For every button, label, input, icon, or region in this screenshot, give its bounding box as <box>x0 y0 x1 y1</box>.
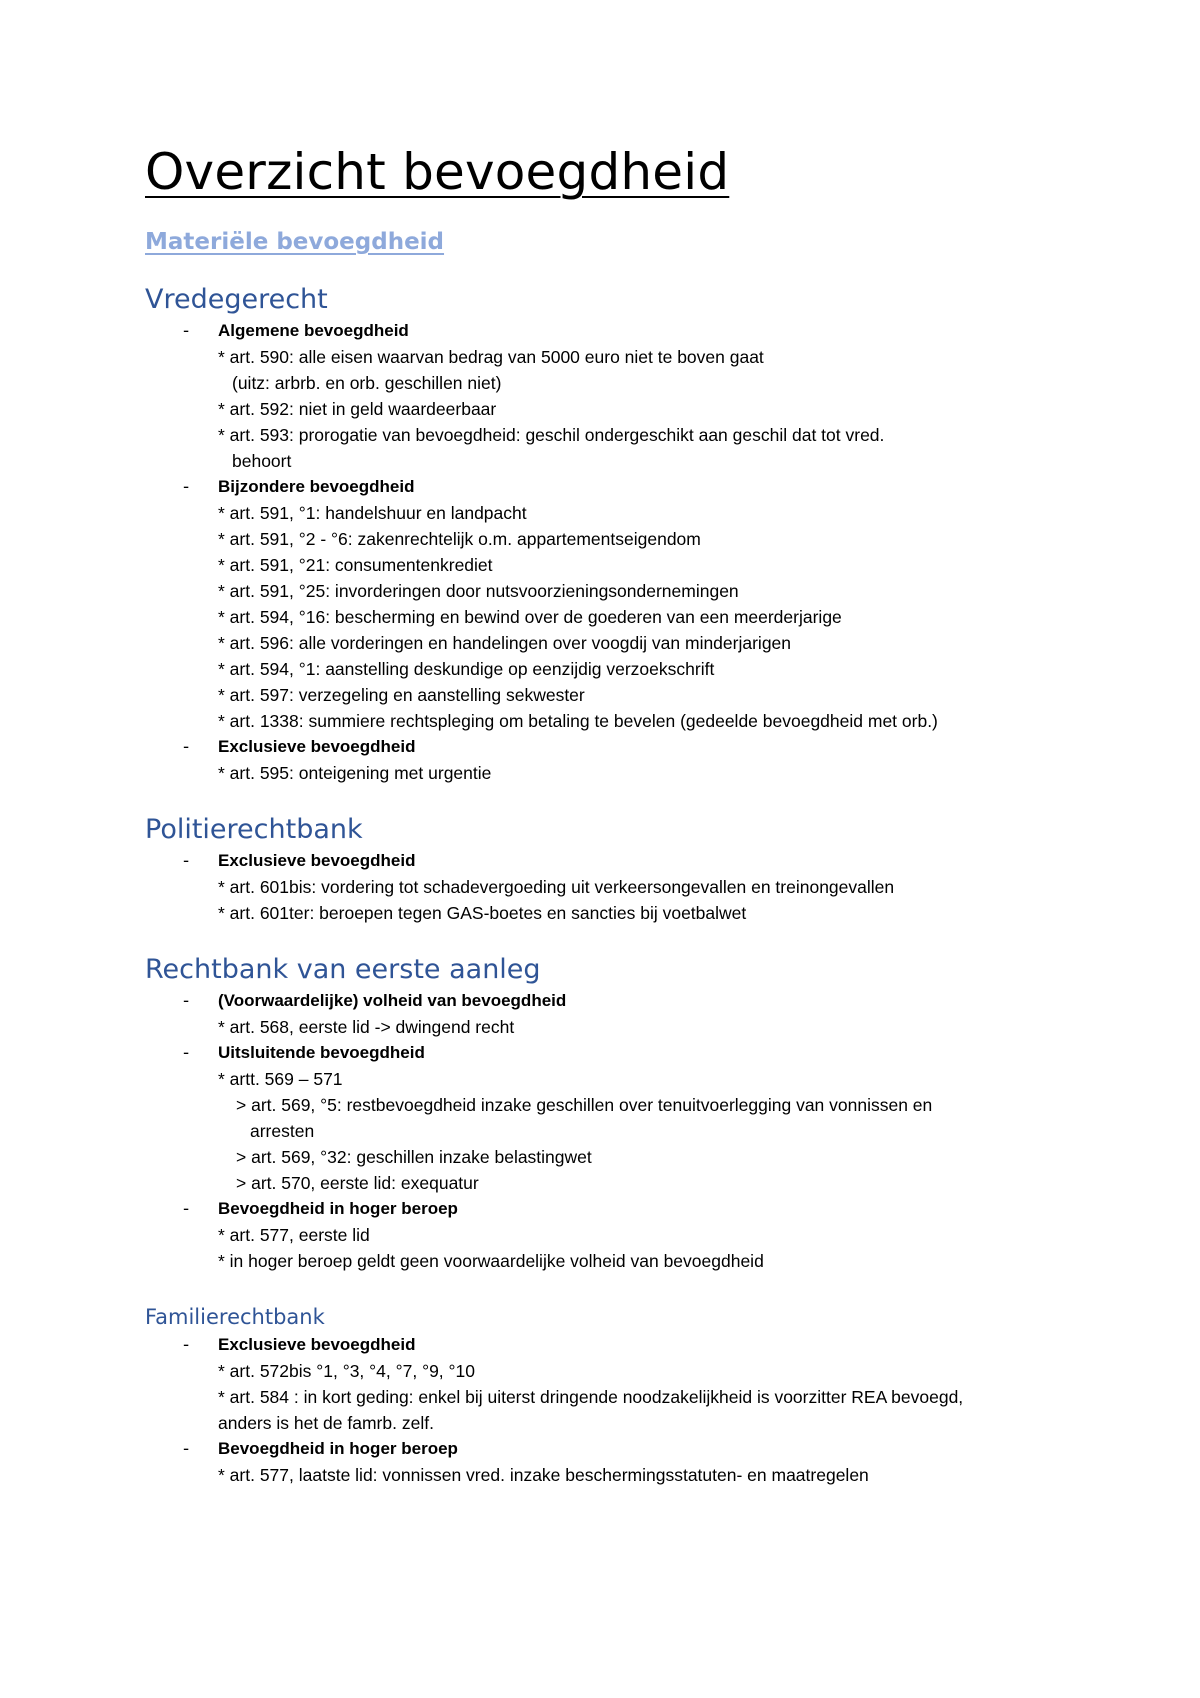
group-list <box>145 318 1065 786</box>
dash-bullet: - <box>183 1043 190 1063</box>
group-title: (Voorwaardelijke) volheid van bevoegdheid <box>218 991 567 1010</box>
sub-line: > art. 569, °32: geschillen inzake belastingwet <box>236 1147 592 1167</box>
group-list <box>145 988 1065 1274</box>
text-line: * art. 591, °2 - °6: zakenrechtelijk o.m. appartementseigendom <box>218 529 701 549</box>
text-line: * art. 591, °25: invorderingen door nutsvoorzieningsondernemingen <box>218 581 739 601</box>
dash-bullet: - <box>183 321 190 341</box>
group-title: Exclusieve bevoegdheid <box>218 737 416 756</box>
group-list <box>145 1332 1065 1488</box>
text-line: * art. 593: prorogatie van bevoegdheid: geschil ondergeschikt aan geschil dat tot vred. <box>218 425 885 445</box>
list-item <box>145 848 1065 926</box>
sub-line: > art. 569, °5: restbevoegdheid inzake geschillen over tenuitvoerlegging van vonnissen en <box>236 1095 933 1115</box>
section-familierechtbank <box>145 1302 1065 1488</box>
text-line: * art. 590: alle eisen waarvan bedrag van 5000 euro niet te boven gaat <box>218 347 764 367</box>
text-line: * in hoger beroep geldt geen voorwaardelijke volheid van bevoegdheid <box>218 1251 764 1271</box>
dash-bullet: - <box>183 851 190 871</box>
list-item <box>145 318 1065 474</box>
dash-bullet: - <box>183 477 190 497</box>
text-line: * art. 592: niet in geld waardeerbaar <box>218 399 497 419</box>
sub-line: arresten <box>250 1121 315 1141</box>
document-page <box>145 140 1065 1488</box>
text-line: anders is het de famrb. zelf. <box>218 1413 434 1433</box>
section-politierechtbank <box>145 812 1065 926</box>
text-line: * art. 568, eerste lid -> dwingend recht <box>218 1017 515 1037</box>
text-line: * art. 601ter: beroepen tegen GAS-boetes en sancties bij voetbalwet <box>218 903 747 923</box>
dash-bullet: - <box>183 737 190 757</box>
dash-bullet: - <box>183 1199 190 1219</box>
text-line: * art. 595: onteigening met urgentie <box>218 763 492 783</box>
group-title: Algemene bevoegdheid <box>218 321 409 340</box>
text-line: behoort <box>232 451 292 471</box>
text-line: * art. 601bis: vordering tot schadevergoeding uit verkeersongevallen en treinongevallen <box>218 877 895 897</box>
text-line: * art. 597: verzegeling en aanstelling sekwester <box>218 685 585 705</box>
group-title: Uitsluitende bevoegdheid <box>218 1043 425 1062</box>
section-vredegerecht <box>145 282 1065 786</box>
text-line: * artt. 569 – 571 <box>218 1069 343 1089</box>
group-title: Bevoegdheid in hoger beroep <box>218 1199 458 1218</box>
group-title: Exclusieve bevoegdheid <box>218 851 416 870</box>
dash-bullet: - <box>183 1335 190 1355</box>
list-item <box>145 1040 1065 1196</box>
section-heading: Vredegerecht <box>145 284 328 315</box>
group-title: Bijzondere bevoegdheid <box>218 477 415 496</box>
text-line: * art. 596: alle vorderingen en handelingen over voogdij van minderjarigen <box>218 633 792 653</box>
text-line: * art. 577, eerste lid <box>218 1225 370 1245</box>
list-item <box>145 734 1065 786</box>
text-line: * art. 584 : in kort geding: enkel bij uiterst dringende noodzakelijkheid is voorzitter REA bevoegd, <box>218 1387 964 1407</box>
page-title: Overzicht bevoegdheid <box>145 143 730 201</box>
sub-line: > art. 570, eerste lid: exequatur <box>236 1173 479 1193</box>
dash-bullet: - <box>183 1439 190 1459</box>
dash-bullet: - <box>183 991 190 1011</box>
text-line: * art. 577, laatste lid: vonnissen vred. inzake beschermingsstatuten- en maatregelen <box>218 1465 869 1485</box>
subtitle: Materiële bevoegdheid <box>145 229 445 255</box>
group-list <box>145 848 1065 926</box>
section-heading: Familierechtbank <box>145 1305 325 1329</box>
section-heading: Rechtbank van eerste aanleg <box>145 954 541 985</box>
group-title: Bevoegdheid in hoger beroep <box>218 1439 458 1458</box>
group-title: Exclusieve bevoegdheid <box>218 1335 416 1354</box>
text-line: * art. 572bis °1, °3, °4, °7, °9, °10 <box>218 1361 475 1381</box>
list-item <box>145 1196 1065 1274</box>
text-line: * art. 1338: summiere rechtspleging om betaling te bevelen (gedeelde bevoegdheid met orb.) <box>218 711 938 731</box>
text-line: * art. 591, °1: handelshuur en landpacht <box>218 503 527 523</box>
section-rechtbank-eerste-aanleg <box>145 952 1065 1274</box>
text-line: (uitz: arbrb. en orb. geschillen niet) <box>232 373 502 393</box>
text-line: * art. 591, °21: consumentenkrediet <box>218 555 493 575</box>
text-line: * art. 594, °16: bescherming en bewind over de goederen van een meerderjarige <box>218 607 842 627</box>
list-item <box>145 474 1065 734</box>
list-item <box>145 1436 1065 1488</box>
text-line: * art. 594, °1: aanstelling deskundige op eenzijdig verzoekschrift <box>218 659 715 679</box>
list-item <box>145 988 1065 1040</box>
list-item <box>145 1332 1065 1436</box>
section-heading: Politierechtbank <box>145 814 363 845</box>
